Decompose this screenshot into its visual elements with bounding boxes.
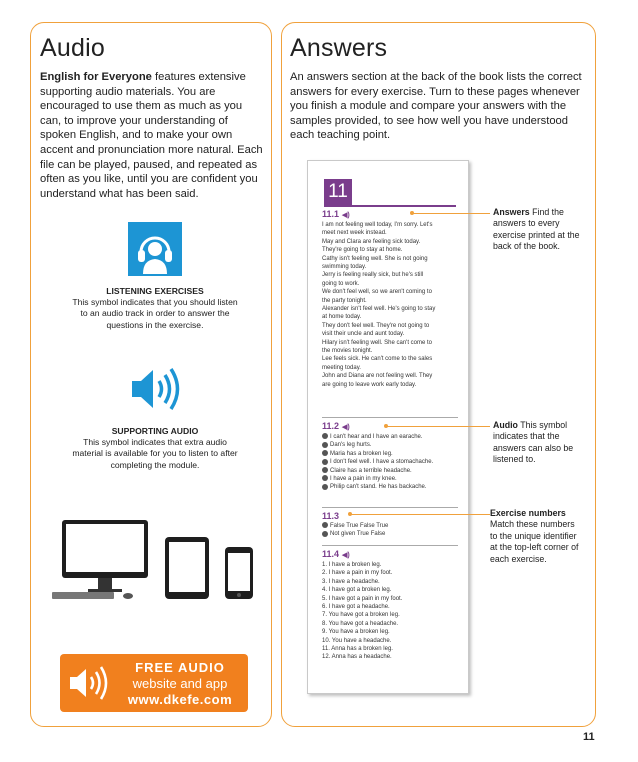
exercise-number-11-4: 11.4 ◀)	[322, 549, 350, 559]
audio-pointer	[386, 426, 490, 427]
sample-answers-page	[307, 160, 469, 694]
answer-line: are going to leave work early today.	[322, 381, 417, 388]
answer-line: Jerry is feeling really sick, but he's still	[322, 272, 424, 279]
answer-line: meeting today.	[322, 364, 361, 371]
answer-line: Maria has a broken leg.	[322, 450, 460, 458]
audio-symbol-icon: ◀)	[342, 552, 350, 559]
answer-line: 12. Anna has a headache.	[322, 654, 392, 661]
answer-number-bullet	[322, 442, 328, 448]
answer-line: 8. You have got a headache.	[322, 620, 399, 627]
answer-line: Philip can't stand. He has backache.	[322, 483, 460, 491]
answer-line: 2. I have a pain in my foot.	[322, 570, 393, 577]
answer-line: We don't feel well, so we aren't coming to	[322, 289, 432, 296]
exnum-pointer-dot	[348, 512, 352, 516]
answer-line: Dan's leg hurts.	[322, 441, 460, 449]
banner-url-link[interactable]: www.dkefe.com	[127, 692, 233, 707]
answer-line: 4. I have got a broken leg.	[322, 587, 392, 594]
answer-line: I am not feeling well today, I'm sorry. Let's	[322, 222, 433, 228]
answer-line: 10. You have a headache.	[322, 637, 392, 644]
answers-pointer-dot	[410, 211, 414, 215]
listening-caption	[70, 286, 240, 331]
answer-line: the movies tonight.	[322, 348, 373, 354]
answer-line: Claire has a terrible headache.	[322, 467, 460, 475]
speaker-icon	[128, 362, 182, 421]
answer-number-bullet	[322, 475, 328, 481]
exercise-numbers-annotation: Exercise numbers Match these numbers to the unique identifier at the top-left corner of each exercise.	[490, 508, 579, 564]
answer-line: 5. I have got a pain in my foot.	[322, 595, 403, 602]
unit-number-badge: 11	[324, 179, 352, 205]
answers-pointer	[412, 213, 490, 214]
answer-line: 11. Anna has a broken leg.	[322, 646, 393, 652]
answer-line: 7. You have got a broken leg.	[322, 612, 400, 619]
answer-line: swimming today.	[322, 264, 367, 270]
answer-line: They don't feel well. They're not going to	[322, 322, 430, 329]
answers-heading: Answers	[290, 34, 388, 62]
supporting-title: SUPPORTING AUDIO	[111, 426, 199, 436]
answer-line: Cathy isn't feeling well. She is not going	[322, 255, 428, 262]
desktop-computer-icon	[50, 518, 150, 607]
unit-rule	[324, 205, 456, 207]
audio-pointer-dot	[384, 424, 388, 428]
answer-line: Alexander isn't feel well. He's going to stay	[322, 306, 436, 312]
listening-desc: This symbol indicates that you should listen to an audio track in order to answer the questions in the exercise.	[72, 297, 238, 330]
audio-annotation: Audio This symbol indicates that the answers can also be listened to.	[493, 420, 574, 465]
audio-heading: Audio	[40, 34, 105, 62]
answer-line: I don't feel well. I have a stomachache.	[322, 458, 460, 466]
answer-line: I can't hear and I have an earache.	[322, 433, 460, 441]
answer-line: 6. I have got a headache.	[322, 604, 390, 610]
exercise-number-11-3: 11.3	[322, 511, 340, 521]
answer-line: They're going to stay at home.	[322, 247, 403, 254]
page-number: 11	[583, 731, 595, 743]
answer-line: False True False True	[322, 522, 460, 530]
answer-number-bullet	[322, 459, 328, 465]
listening-title: LISTENING EXERCISES	[106, 286, 204, 296]
divider	[322, 507, 458, 508]
free-audio-banner[interactable]	[60, 654, 248, 712]
smartphone-icon	[224, 546, 254, 605]
banner-subtitle: website and app	[132, 676, 228, 691]
answer-number-bullet	[322, 450, 328, 456]
tablet-icon	[164, 536, 210, 605]
answer-number-bullet	[322, 433, 328, 439]
answer-number-bullet	[322, 484, 328, 490]
answer-line: 3. I have a headache.	[322, 578, 380, 585]
answer-line: John and Diana are not feeling well. They	[322, 373, 433, 380]
answer-line: 1. I have a broken leg.	[322, 562, 382, 568]
answer-line: May and Clara are feeling sick today.	[322, 238, 421, 245]
audio-intro-bold: English for Everyone	[40, 71, 152, 83]
banner-speaker-icon	[68, 664, 108, 707]
exnum-pointer	[350, 514, 490, 515]
audio-symbol-icon: ◀)	[342, 424, 350, 431]
answer-line: visit their uncle and aunt today.	[322, 331, 405, 338]
answer-number-bullet	[322, 467, 328, 473]
answer-line: the party tonight.	[322, 297, 367, 304]
supporting-caption	[70, 426, 240, 471]
headphones-icon	[128, 222, 182, 276]
answer-line: Not given True False	[322, 530, 460, 538]
answer-line: Lee feels sick. He can't come to the sales	[322, 356, 433, 363]
exercise-number-11-2: 11.2 ◀)	[322, 421, 350, 431]
answers-annotation: Answers Find the answers to every exercise printed at the back of the book.	[493, 207, 580, 252]
answer-number-bullet	[322, 522, 328, 528]
answers-intro: An answers section at the back of the book lists the correct answers for every exercise. Turn to these pages whenever you finish a module and compare your answers with the samples provided, to see how well you have understood each teaching point.	[290, 71, 582, 142]
answer-line: 9. You have a broken leg.	[322, 629, 390, 636]
answer-number-bullet	[322, 531, 328, 537]
exercise-number-11-1: 11.1 ◀)	[322, 209, 350, 219]
answer-line: at home today.	[322, 314, 362, 321]
banner-title: FREE AUDIO	[135, 660, 225, 675]
audio-intro-text: features extensive supporting audio materials. You are encouraged to use them as much as you can, to improve your understanding of spoken English, and to make your own accent and pronunciation more natural. Each file can be played, paused, and repeated as often as you like, until you are confident you understand what has been said.	[40, 71, 263, 200]
answer-line: going to work.	[322, 280, 360, 287]
audio-symbol-icon: ◀)	[342, 212, 350, 219]
audio-intro	[40, 70, 266, 201]
divider	[322, 417, 458, 418]
answer-line: I have a pain in my knee.	[322, 475, 460, 483]
divider	[322, 545, 458, 546]
answer-line: meet next week instead.	[322, 230, 387, 237]
answer-line: Hilary isn't feeling well. She can't come to	[322, 339, 433, 346]
supporting-desc: This symbol indicates that extra audio material is available for you to listen to after completing the module.	[72, 437, 238, 470]
